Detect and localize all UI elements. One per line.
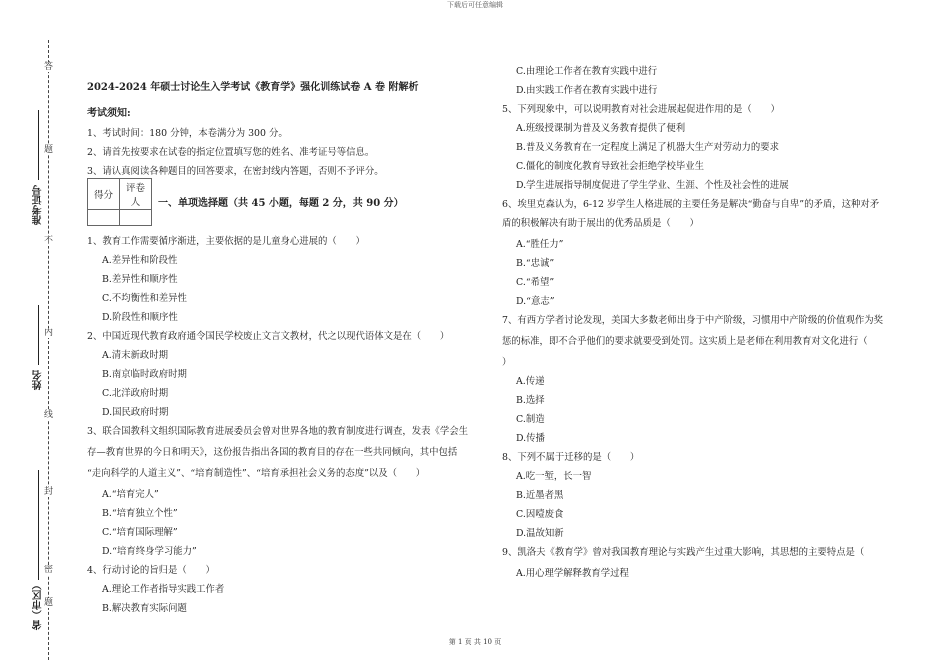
option-line: C.由理论工作者在教育实践中进行	[516, 66, 658, 77]
option-line: A.理论工作者指导实践工作者	[102, 584, 225, 595]
notice-item: 2、请首先按要求在试卷的指定位置填写您的姓名、准考证号等信息。	[87, 147, 375, 158]
option-line: B.选择	[516, 395, 545, 406]
binding-margin	[0, 0, 80, 671]
option-line: D.传播	[516, 433, 545, 444]
option-line: D.“意志”	[516, 296, 555, 307]
score-table	[87, 178, 152, 226]
score-header: 得分	[88, 179, 120, 210]
option-line: D.国民政府时期	[102, 407, 169, 418]
option-line: A.传递	[516, 376, 545, 387]
question-line: 惩的标准，即不合乎他们的要求就要受到处罚。这实质上是老师在利用教育对文化进行（	[502, 336, 868, 347]
question-line: 盾的积极解决有助于展出的优秀品质是（ ）	[502, 218, 699, 229]
option-line: B.“培育独立个性”	[102, 508, 178, 519]
option-line: D.温故知新	[516, 528, 564, 539]
option-line: C.“培育国际理解”	[102, 527, 178, 538]
page-footer: 第 1 页 共 10 页	[448, 638, 502, 646]
margin-mark: 题	[44, 145, 54, 155]
option-line: C.北洋政府时期	[102, 388, 169, 399]
option-line: D.阶段性和顺序性	[102, 312, 178, 323]
margin-mark: 线	[44, 410, 54, 420]
score-cell[interactable]	[88, 210, 120, 226]
question-line: 6、埃里克森认为，6-12 岁学生人格进展的主要任务是解决“勤奋与自卑”的矛盾，这种对矛	[502, 199, 880, 210]
option-line: A.清末新政时期	[102, 350, 169, 361]
section-title: 一、单项选择题（共 45 小题，每题 2 分，共 90 分）	[158, 198, 404, 209]
option-line: B.近墨者黑	[516, 490, 564, 501]
question-line: 1、教育工作需要循序渐进，主要依据的是儿童身心进展的（ ）	[87, 236, 365, 247]
option-line: C.因噎废食	[516, 509, 564, 520]
margin-mark: 密	[44, 565, 54, 575]
question-line: 7、有西方学者讨论发现，美国大多数老师出身于中产阶级，习惯用中产阶级的价值观作为奖	[502, 315, 883, 326]
option-line: D.由实践工作者在教育实践中进行	[516, 85, 658, 96]
exam-number-underline	[38, 110, 39, 180]
notice-item: 1、考试时间：180 分钟，本卷满分为 300 分。	[87, 128, 288, 139]
download-note: 下载后可任意编辑	[447, 1, 503, 9]
exam-number-label: 准考证号	[33, 185, 44, 225]
grader-header: 评卷人	[120, 179, 152, 210]
option-line: B.解决教育实际问题	[102, 603, 187, 614]
margin-mark: 封	[44, 487, 54, 497]
option-line: D.“培育终身学习能力”	[102, 546, 197, 557]
option-line: C.制造	[516, 414, 545, 425]
question-line: 9、凯洛夫《教育学》曾对我国教育理论与实践产生过重大影响，其思想的主要特点是（	[502, 547, 865, 558]
name-underline	[38, 305, 39, 365]
notice-item: 3、请认真阅读各种题目的回答要求，在密封线内答题，否则不予评分。	[87, 166, 384, 177]
question-line: 存—教育世界的今日和明天》，这份报告指出各国的教育目的存在一些共同倾向，其中包括	[87, 447, 458, 458]
notice-heading: 考试须知:	[87, 108, 131, 119]
question-line: 3、联合国教科文组织国际教育进展委员会曾对世界各地的教育制度进行调查，发表《学会生	[87, 426, 468, 437]
option-line: B.普及义务教育在一定程度上满足了机器大生产对劳动力的要求	[516, 142, 779, 153]
option-line: A.吃一堑，长一智	[516, 471, 592, 482]
paper-title: 2024-2024 年硕士讨论生入学考试《教育学》强化训练试卷 A 卷 附解析	[87, 82, 419, 93]
grader-cell[interactable]	[120, 210, 152, 226]
option-line: A.用心理学解释教育学过程	[516, 568, 629, 579]
margin-mark: 题	[44, 598, 54, 608]
option-line: C.“希望”	[516, 277, 555, 288]
question-line: ）	[502, 357, 512, 368]
question-line: “走向科学的人道主义”、“培育制造性”、“培育承担社会义务的态度”以及（ ）	[87, 468, 426, 479]
margin-mark: 内	[44, 328, 54, 338]
question-line: 5、下列现象中，可以说明教育对社会进展起促进作用的是（ ）	[502, 104, 780, 115]
option-line: B.差异性和顺序性	[102, 274, 178, 285]
option-line: A.班级授课制为普及义务教育提供了便利	[516, 123, 686, 134]
option-line: B.南京临时政府时期	[102, 369, 187, 380]
province-label: 省（市区）	[33, 580, 44, 630]
option-line: C.僵化的制度化教育导致社会拒绝学校毕业生	[516, 161, 704, 172]
option-line: D.学生进展指导制度促进了学生学业、生涯、个性及社会性的进展	[516, 180, 789, 191]
option-line: A.“培育完人”	[102, 489, 159, 500]
option-line: A.差异性和阶段性	[102, 255, 178, 266]
option-line: B.“忠诚”	[516, 258, 555, 269]
option-line: C.不均衡性和差异性	[102, 293, 187, 304]
margin-mark: 不	[44, 236, 54, 246]
province-underline	[38, 470, 39, 580]
margin-mark: 答	[44, 62, 54, 72]
question-line: 8、下列不属于迁移的是（ ）	[502, 452, 640, 463]
name-label: 姓名	[33, 370, 44, 390]
option-line: A.“胜任力”	[516, 239, 564, 250]
question-line: 4、行动讨论的旨归是（ ）	[87, 565, 215, 576]
question-line: 2、中国近现代教育政府通令国民学校废止文言文教材，代之以现代语体文是在（ ）	[87, 331, 450, 342]
